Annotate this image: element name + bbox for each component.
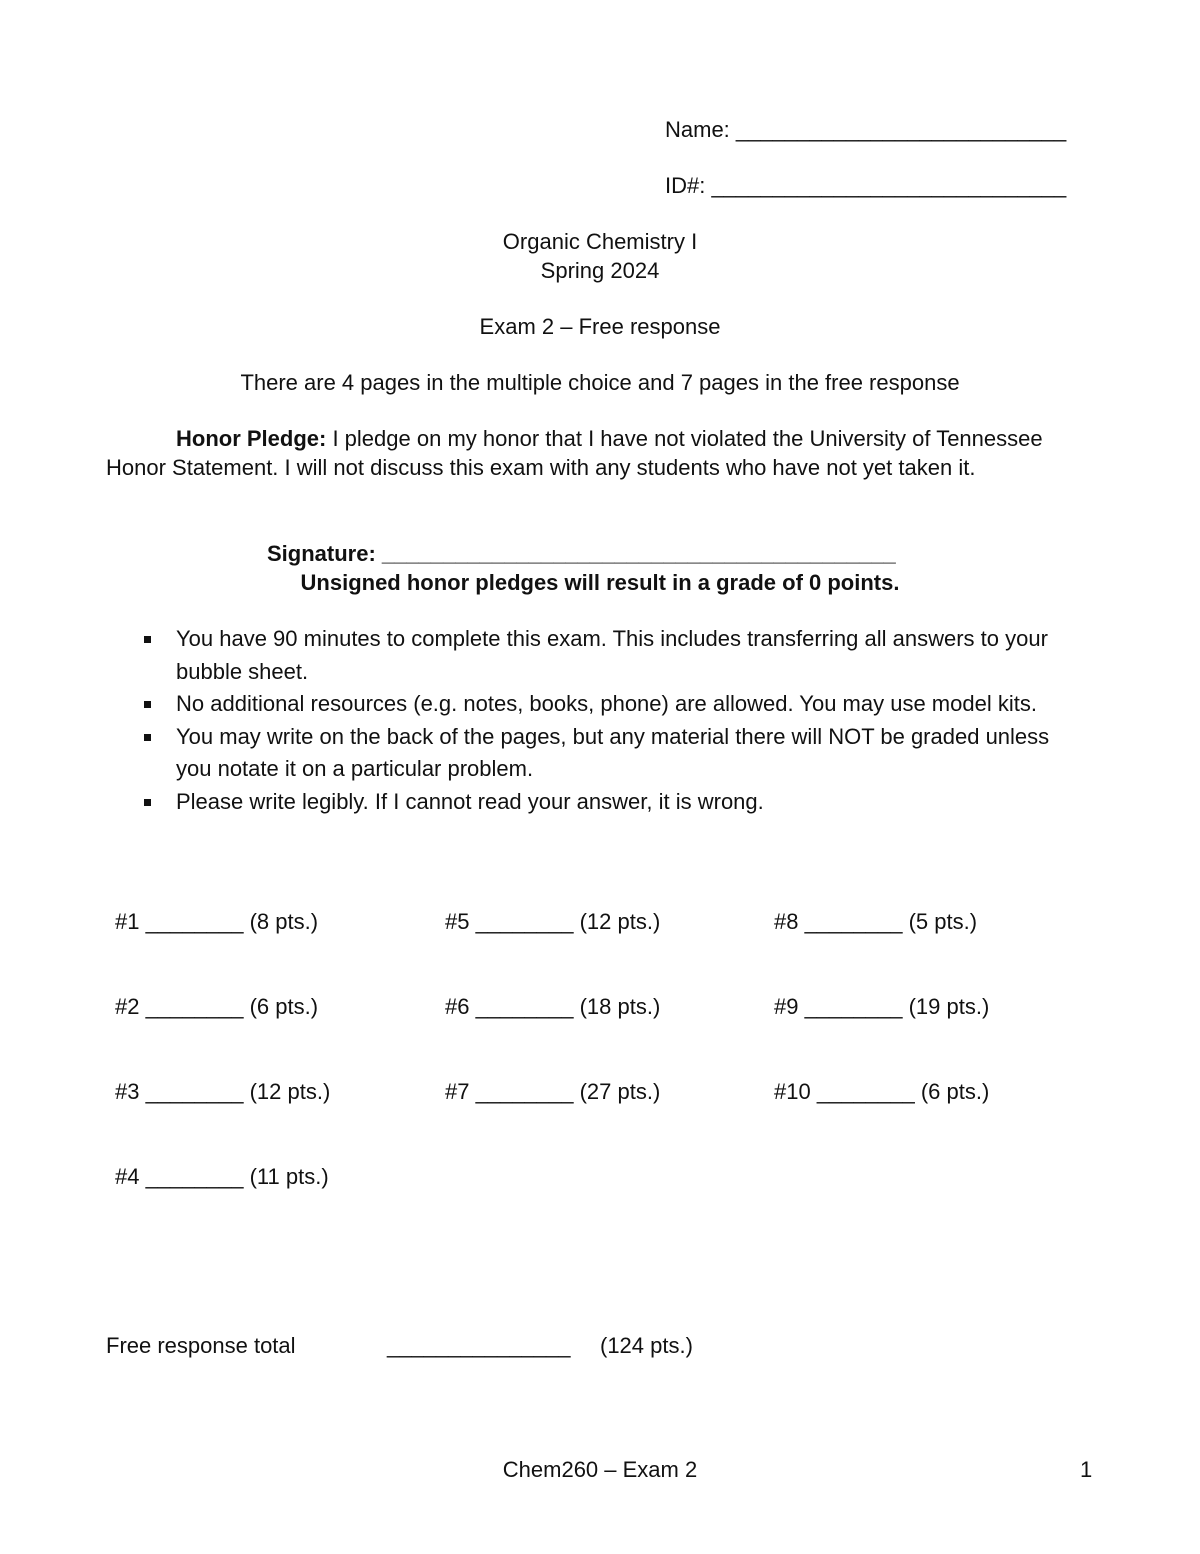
pages-note: There are 4 pages in the multiple choice and 7 pages in the free response (240, 370, 960, 395)
honor-pledge-label: Honor Pledge: (176, 426, 327, 451)
score-q10[interactable]: #10 ________ (6 pts.) (774, 1079, 990, 1104)
rule-text: Please write legibly. If I cannot read your answer, it is wrong. (176, 788, 764, 814)
rule-text: You may write on the back of the pages, but any material there will NOT be graded unless you notate it on a particular problem. (176, 723, 1050, 781)
list-item (140, 688, 1080, 721)
list-item (140, 623, 1080, 688)
score-q8[interactable]: #8 ________ (5 pts.) (774, 909, 978, 934)
square-bullet-icon (144, 734, 151, 741)
term: Spring 2024 (540, 258, 660, 283)
course-title: Organic Chemistry I (502, 229, 698, 254)
score-q7[interactable]: #7 ________ (27 pts.) (445, 1079, 661, 1104)
exam-title: Exam 2 – Free response (479, 314, 721, 339)
rule-text: You have 90 minutes to complete this exam. This includes transferring all answers to your bubble sheet. (176, 626, 1048, 684)
unsigned-warning: Unsigned honor pledges will result in a grade of 0 points. (300, 570, 900, 595)
honor-pledge-text: I pledge on my honor that I have not violated the University of Tennessee Honor Statement. I will not discuss this exam with any students who have not yet taken it. (106, 426, 1043, 480)
rule-text: No additional resources (e.g. notes, books, phone) are allowed. You may use model kits. (176, 691, 1037, 716)
score-q6[interactable]: #6 ________ (18 pts.) (445, 994, 661, 1019)
page-number: 1 (1080, 1457, 1093, 1482)
score-q1[interactable]: #1 ________ (8 pts.) (115, 909, 319, 934)
score-q2[interactable]: #2 ________ (6 pts.) (115, 994, 319, 1019)
score-q4[interactable]: #4 ________ (11 pts.) (115, 1164, 329, 1189)
honor-pledge (106, 424, 1096, 482)
score-q5[interactable]: #5 ________ (12 pts.) (445, 909, 661, 934)
square-bullet-icon (144, 701, 151, 708)
list-item (140, 786, 1080, 819)
id-field[interactable]: ID#: _____________________________ (665, 173, 1067, 198)
signature-field[interactable]: Signature: __________________________________________ (267, 541, 896, 566)
square-bullet-icon (144, 636, 151, 643)
score-q9[interactable]: #9 ________ (19 pts.) (774, 994, 990, 1019)
square-bullet-icon (144, 799, 151, 806)
name-field[interactable]: Name: ___________________________ (665, 117, 1067, 142)
list-item (140, 721, 1080, 786)
footer-course-exam: Chem260 – Exam 2 (502, 1457, 698, 1482)
score-q3[interactable]: #3 ________ (12 pts.) (115, 1079, 331, 1104)
total-blank[interactable]: _______________ (387, 1333, 571, 1358)
total-points: (124 pts.) (600, 1333, 693, 1358)
total-label: Free response total (106, 1333, 296, 1358)
exam-rules-list (140, 623, 1080, 818)
